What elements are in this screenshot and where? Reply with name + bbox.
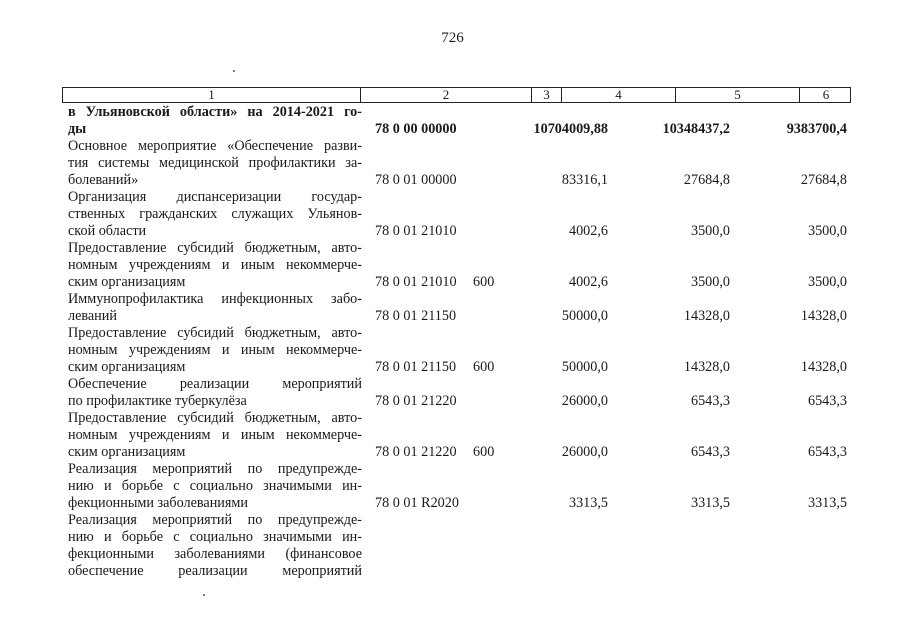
row-value-col4: 26000,0	[561, 444, 608, 460]
row-description-line: обеспечение реализации мероприятий	[68, 563, 362, 579]
table-row	[68, 104, 362, 138]
row-code: 78 0 01 21010	[375, 223, 457, 239]
row-value-col5: 3500,0	[690, 274, 730, 290]
row-description-line: болеваний»	[68, 172, 139, 188]
row-value-col5: 3500,0	[690, 223, 730, 239]
table-row	[68, 240, 362, 291]
row-value-col6: 3500,0	[807, 223, 847, 239]
row-description-line: леваний	[68, 308, 117, 324]
row-description-line: фекционными заболеваниями (финансовое	[68, 546, 362, 562]
row-description-line: ским организациям	[68, 359, 186, 375]
row-value-col5: 3313,5	[690, 495, 730, 511]
row-value-col4: 3313,5	[568, 495, 608, 511]
header-col-3: 3	[531, 88, 561, 102]
row-description-line: нию и борьбе с социально значимыми ин-	[68, 478, 362, 494]
row-description-line: ской области	[68, 223, 147, 239]
row-value-col4: 50000,0	[561, 308, 608, 324]
row-code: 78 0 00 00000	[375, 121, 457, 137]
row-code: 78 0 01 21220	[375, 393, 457, 409]
row-value-col4: 4002,6	[568, 274, 608, 290]
scan-speck	[233, 70, 235, 72]
row-description-line: ственных гражданских служащих Ульянов-	[68, 206, 362, 222]
row-description-line: Реализация мероприятий по предупрежде-	[68, 461, 362, 477]
row-value-col4: 83316,1	[561, 172, 608, 188]
row-value-col6: 3500,0	[807, 274, 847, 290]
row-description-line: Иммунопрофилактика инфекционных забо-	[68, 291, 362, 307]
row-value-col5: 14328,0	[683, 359, 730, 375]
row-code: 78 0 01 21150	[375, 359, 457, 375]
row-value-col6: 27684,8	[800, 172, 847, 188]
row-description-line: Предоставление субсидий бюджетным, авто-	[68, 240, 362, 256]
row-description-line: ским организациям	[68, 444, 186, 460]
table-row	[68, 189, 362, 240]
row-description-line: номным учреждениям и иным некоммерче-	[68, 427, 362, 443]
row-value-col4: 10704009,88	[533, 121, 608, 137]
table-row	[68, 410, 362, 461]
table-row	[68, 461, 362, 512]
row-code: 78 0 01 21010	[375, 274, 457, 290]
row-value-col6: 6543,3	[807, 444, 847, 460]
row-value-col5: 6543,3	[690, 444, 730, 460]
row-description-line: Реализация мероприятий по предупрежде-	[68, 512, 362, 528]
row-description-line: номным учреждениям и иным некоммерче-	[68, 257, 362, 273]
row-value-col4: 26000,0	[561, 393, 608, 409]
table-row	[68, 512, 362, 580]
row-value-col6: 14328,0	[800, 308, 847, 324]
row-description-line: номным учреждениям и иным некоммерче-	[68, 342, 362, 358]
row-value-col5: 27684,8	[683, 172, 730, 188]
row-code: 78 0 01 00000	[375, 172, 457, 188]
page-number: 726	[441, 30, 464, 46]
header-col-5: 5	[675, 88, 799, 102]
row-description-line: ды	[68, 121, 87, 137]
header-col-2: 2	[360, 88, 531, 102]
row-value-col5: 10348437,2	[662, 121, 730, 137]
table-row	[68, 138, 362, 189]
row-code: 78 0 01 R2020	[375, 495, 459, 511]
table-row	[68, 291, 362, 325]
row-value-col4: 50000,0	[561, 359, 608, 375]
row-value-col5: 6543,3	[690, 393, 730, 409]
row-description-line: Предоставление субсидий бюджетным, авто-	[68, 325, 362, 341]
row-value-col6: 3313,5	[807, 495, 847, 511]
header-col-4: 4	[561, 88, 675, 102]
row-description-line: Основное мероприятие «Обеспечение разви-	[68, 138, 362, 154]
row-value-col5: 14328,0	[683, 308, 730, 324]
row-description-line: Обеспечение реализации мероприятий	[68, 376, 362, 392]
header-col-1: 1	[208, 87, 215, 102]
row-vr: 600	[473, 359, 495, 375]
table-row	[68, 376, 362, 410]
row-vr: 600	[473, 274, 495, 290]
row-description-line: тия системы медицинской профилактики за-	[68, 155, 362, 171]
row-description-line: ским организациям	[68, 274, 186, 290]
row-value-col4: 4002,6	[568, 223, 608, 239]
row-code: 78 0 01 21220	[375, 444, 457, 460]
header-col-6: 6	[799, 88, 852, 102]
row-code: 78 0 01 21150	[375, 308, 457, 324]
row-description-line: Организация диспансеризации государ-	[68, 189, 362, 205]
row-description-line: по профилактике туберкулёза	[68, 393, 247, 409]
row-description-line: Предоставление субсидий бюджетным, авто-	[68, 410, 362, 426]
scan-speck	[203, 594, 205, 596]
table-header-row	[62, 87, 851, 103]
row-value-col6: 6543,3	[807, 393, 847, 409]
row-description-line: фекционными заболеваниями	[68, 495, 248, 511]
row-description-line: нию и борьбе с социально значимыми ин-	[68, 529, 362, 545]
row-vr: 600	[473, 444, 495, 460]
row-description-line: в Ульяновской области» на 2014-2021 го-	[68, 104, 362, 120]
table-row	[68, 325, 362, 376]
row-value-col6: 9383700,4	[786, 121, 847, 137]
row-value-col6: 14328,0	[800, 359, 847, 375]
